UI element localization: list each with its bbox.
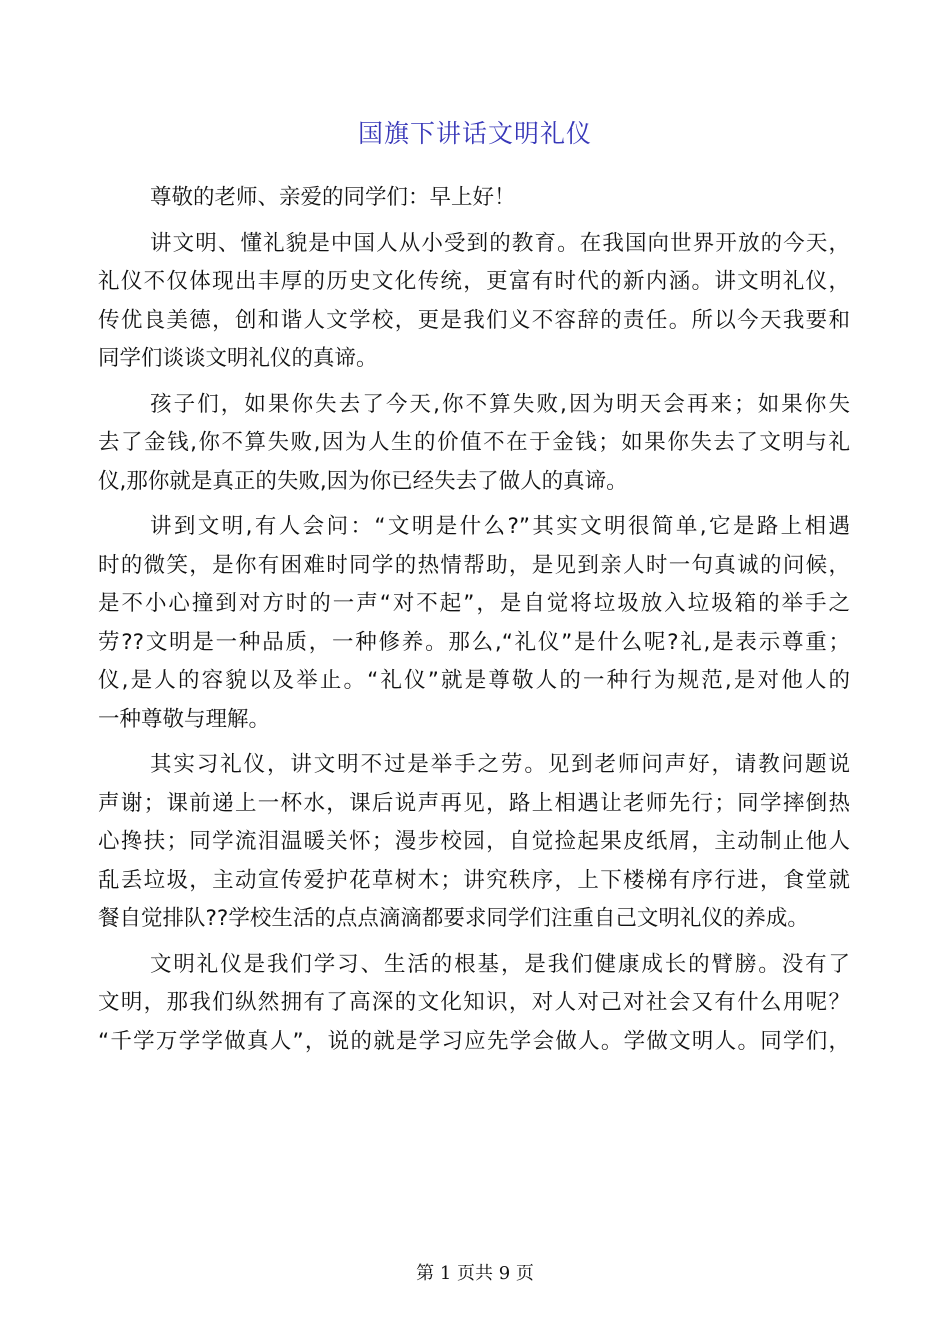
text-line: 尊敬的老师、亲爱的同学们：早上好！ [150,185,516,210]
text-line: 时的微笑，是你有困难时同学的热情帮助，是见到亲人时一句真诚的问候， [98,552,850,578]
text-line: 讲到文明,有人会问：“文明是什么?”其实文明很简单,它是路上相遇 [150,514,850,539]
text-line: 礼仪不仅体现出丰厚的历史文化传统，更富有时代的新内涵。讲文明礼仪， [98,269,850,294]
text-line: 传优良美德，创和谐人文学校，更是我们义不容辞的责任。所以今天我要和 [98,307,850,333]
text-line: 讲文明、懂礼貌是中国人从小受到的教育。在我国向世界开放的今天， [150,230,850,256]
paragraph [98,179,850,218]
document-title: 国旗下讲话文明礼仪 [357,119,592,148]
text-line: 一种尊敬与理解。 [98,706,271,732]
text-line: 文明礼仪是我们学习、生活的根基，是我们健康成长的臂膀。没有了 [150,951,850,977]
paragraph [98,225,850,379]
text-line: 文明，那我们纵然拥有了高深的文化知识，对人对己对社会又有什么用呢？ [98,990,850,1015]
text-line: 其实习礼仪，讲文明不过是举手之劳。见到老师问声好，请教问题说 [150,752,850,777]
text-line: “千学万学学做真人”，说的就是学习应先学会做人。学做文明人。同学们， [98,1028,850,1054]
text-line: 仪,是人的容貌以及举止。“礼仪”就是尊敬人的一种行为规范,是对他人的 [98,668,850,693]
page-footer: 第 1 页共 9 页 [416,1263,534,1284]
document-body [98,179,850,1068]
text-line: 孩子们，如果你失去了今天,你不算失败,因为明天会再来；如果你失 [150,391,850,417]
text-line: 餐自觉排队??学校生活的点点滴滴都要求同学们注重自己文明礼仪的养成。 [98,906,809,931]
text-line: 劳??文明是一种品质，一种修养。那么,“礼仪”是什么呢?礼,是表示尊重； [98,629,850,655]
text-line: 同学们谈谈文明礼仪的真谛。 [98,346,378,371]
text-line: 仪,那你就是真正的失败,因为你已经失去了做人的真谛。 [98,468,628,494]
text-line: 心搀扶；同学流泪温暖关怀；漫步校园，自觉捡起果皮纸屑，主动制止他人 [98,829,850,854]
paragraph [98,746,850,939]
paragraph [98,386,850,502]
text-line: 乱丢垃圾，主动宣传爱护花草树木；讲究秩序，上下楼梯有序行进，食堂就 [98,867,850,893]
text-line: 去了金钱,你不算失败,因为人生的价值不在于金钱；如果你失去了文明与礼 [98,430,850,455]
paragraph [98,508,850,739]
text-line: 声谢；课前递上一杯水，课后说声再见，路上相遇让老师先行；同学摔倒热 [98,790,850,816]
paragraph [98,946,850,1062]
text-line: 是不小心撞到对方时的一声“对不起”，是自觉将垃圾放入垃圾箱的举手之 [98,591,850,616]
